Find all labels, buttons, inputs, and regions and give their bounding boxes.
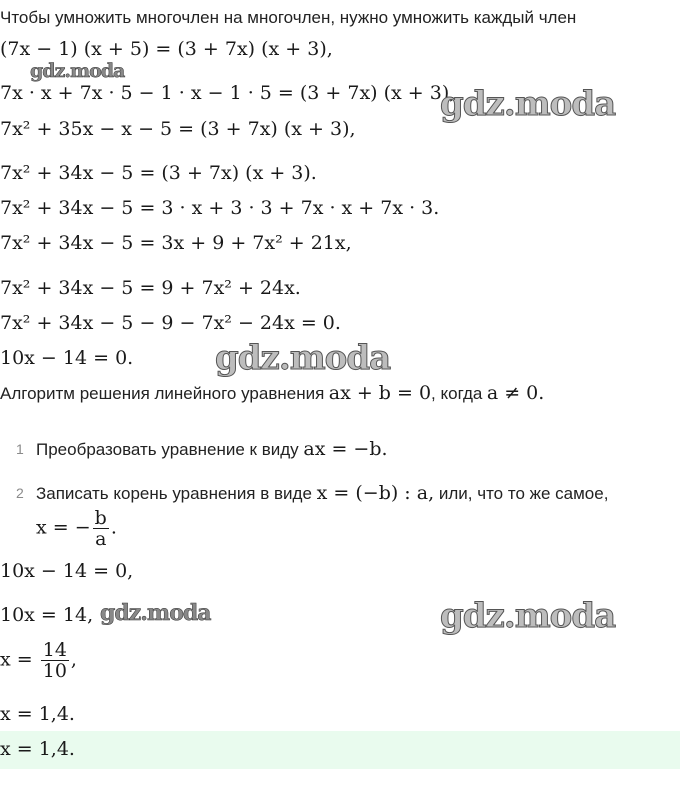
fraction: $\frac{b}{a}$ bbox=[94, 507, 107, 550]
list-item-number: 2 bbox=[16, 485, 24, 501]
algorithm-text: Алгоритм решения линейного уравнения bbox=[0, 384, 325, 403]
watermark: gdz.moda bbox=[100, 600, 211, 626]
solution-line: 10x = 14, bbox=[0, 604, 94, 626]
list-item-math: x = (−b) : a, bbox=[316, 482, 435, 504]
equation-line: 7x² + 35x − x − 5 = (3 + 7x) (x + 3), bbox=[0, 118, 356, 140]
intro-text: Чтобы умножить многочлен на многочлен, нужно умножить каждый член bbox=[0, 8, 577, 27]
list-item bbox=[0, 438, 680, 462]
list-item-text: Преобразовать уравнение к виду bbox=[36, 440, 299, 459]
equation-line: 7x² + 34x − 5 = 9 + 7x² + 24x. bbox=[0, 277, 301, 299]
answer-text: x = 1,4. bbox=[0, 738, 75, 760]
equation-line: 7x² + 34x − 5 = 3x + 9 + 7x² + 21x, bbox=[0, 232, 352, 254]
equation-line: 7x² + 34x − 5 = 3 · x + 3 · 3 + 7x · x + 7x · 3. bbox=[0, 197, 440, 219]
list-item bbox=[0, 482, 680, 506]
equation-line: (7x − 1) (x + 5) = (3 + 7x) (x + 3), bbox=[0, 38, 333, 60]
list-item-text: Записать корень уравнения в виде bbox=[36, 484, 312, 503]
algorithm-condition-text: , когда bbox=[431, 384, 483, 403]
list-item-number: 1 bbox=[16, 441, 24, 457]
step2-fraction-line: x = − $\frac{b}{a}$ . bbox=[36, 507, 117, 550]
list-item-math: ax = −b. bbox=[303, 438, 388, 460]
algorithm-condition: a ≠ 0. bbox=[486, 382, 545, 404]
solution-line: 10x − 14 = 0, bbox=[0, 560, 134, 582]
equation-line: 10x − 14 = 0. bbox=[0, 347, 134, 369]
watermark: gdz.moda bbox=[440, 596, 616, 636]
answer-box bbox=[0, 731, 680, 769]
fraction: $\frac{14}{10}$ bbox=[42, 639, 67, 682]
watermark: gdz.moda bbox=[440, 84, 616, 124]
algorithm-equation: ax + b = 0 bbox=[328, 382, 432, 404]
watermark: gdz.moda bbox=[30, 60, 125, 82]
list-item-text-after: или, что то же самое, bbox=[438, 484, 609, 503]
equation-line: 7x · x + 7x · 5 − 1 · x − 1 · 5 = (3 + 7x) (x + 3), bbox=[0, 82, 456, 104]
equation-line: 7x² + 34x − 5 − 9 − 7x² − 24x = 0. bbox=[0, 312, 341, 334]
equation-line: 7x² + 34x − 5 = (3 + 7x) (x + 3). bbox=[0, 162, 317, 184]
solution-fraction-line: x = $\frac{14}{10}$ , bbox=[0, 639, 77, 682]
algorithm-heading bbox=[0, 382, 544, 404]
solution-line: x = 1,4. bbox=[0, 703, 75, 725]
watermark: gdz.moda bbox=[215, 338, 391, 378]
